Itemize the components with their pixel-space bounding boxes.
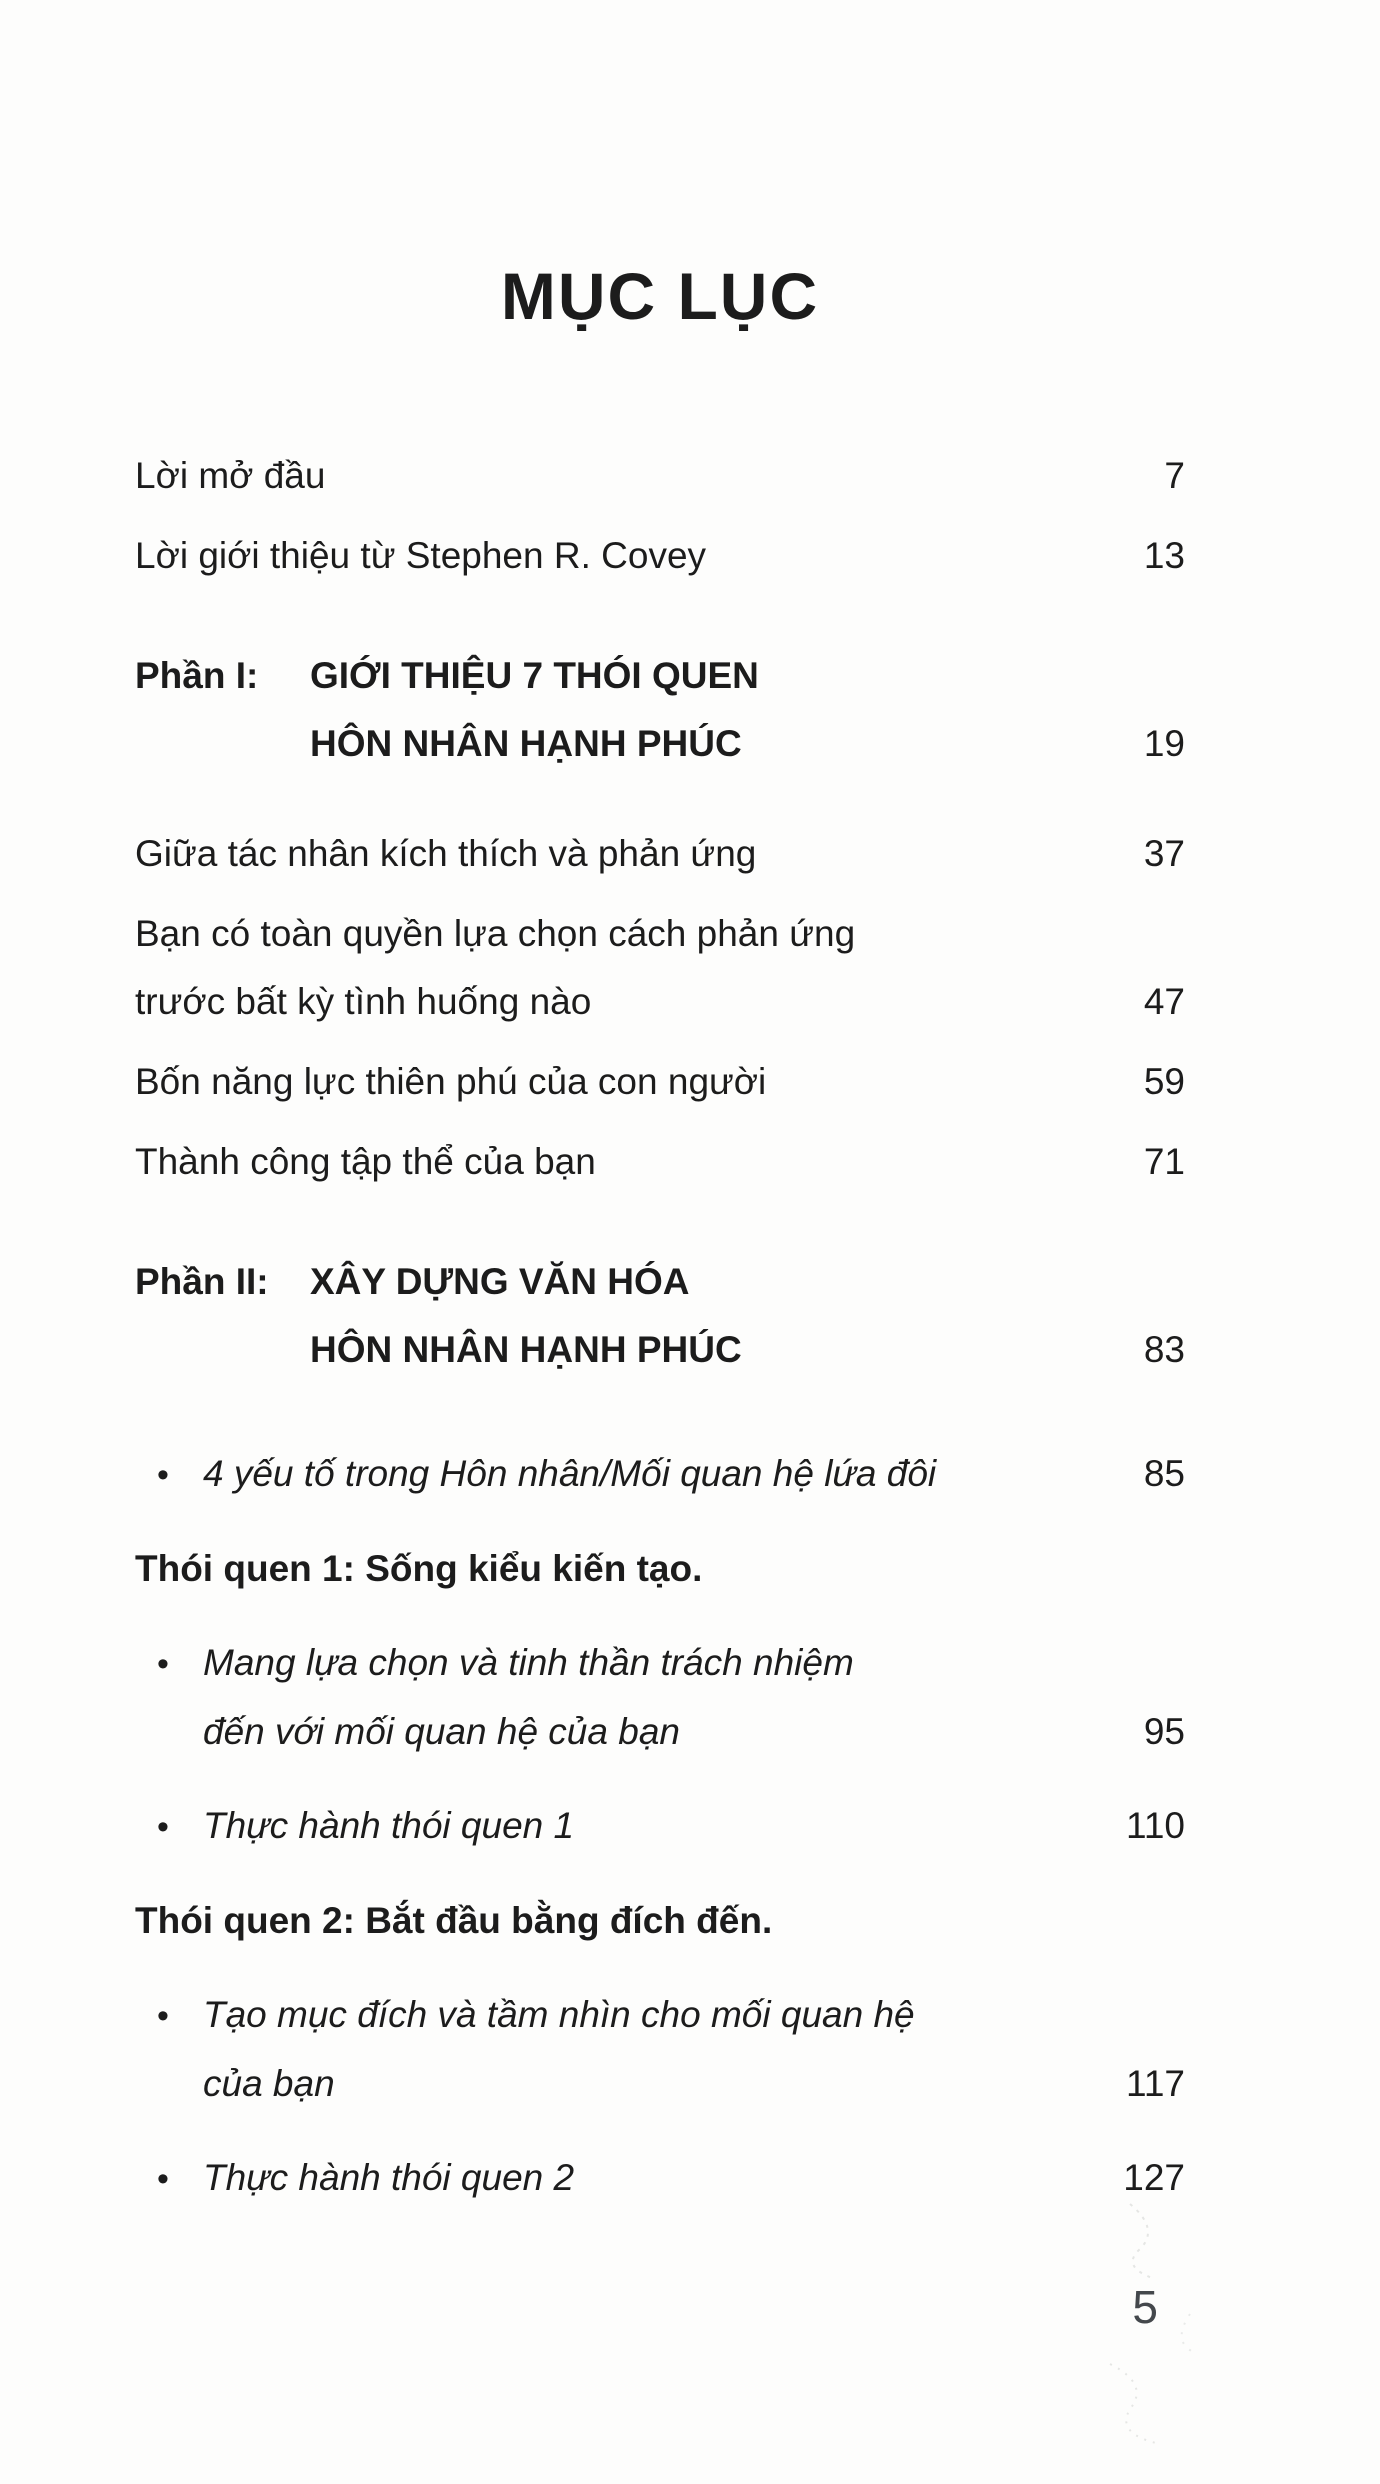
toc-entry-bullet — [135, 1981, 1185, 2118]
entry-text: Bạn có toàn quyền lựa chọn cách phản ứng — [135, 913, 856, 954]
toc-entry — [135, 1048, 1185, 1116]
entry-text: XÂY DỰNG VĂN HÓA — [310, 1261, 690, 1302]
entry-page-number: 47 — [1143, 981, 1185, 1022]
bullet-icon: • — [157, 1997, 169, 2035]
bullet-icon: • — [157, 2160, 169, 2198]
entry-text: Thành công tập thể của bạn — [135, 1141, 596, 1182]
entry-page-number: 127 — [1123, 2157, 1185, 2198]
toc-entry-bullet — [135, 2144, 1185, 2213]
part-label: Phần I: — [135, 655, 259, 696]
entry-text: Bốn năng lực thiên phú của con người — [135, 1061, 767, 1102]
entry-page-number: 13 — [1143, 535, 1185, 576]
entry-text: Thực hành thói quen 2 — [203, 2157, 575, 2198]
entry-text: Mang lựa chọn và tinh thần trách nhiệm — [203, 1642, 854, 1683]
toc-entry-bullet — [135, 1792, 1185, 1861]
smudge-decoration — [1070, 2194, 1270, 2454]
entry-page-number: 37 — [1143, 833, 1185, 874]
entry-text: 4 yếu tố trong Hôn nhân/Mối quan hệ lứa đôi — [203, 1453, 937, 1494]
entry-page-number: 71 — [1143, 1141, 1185, 1182]
entry-text: Thói quen 2: Bắt đầu bằng đích đến. — [135, 1900, 773, 1941]
entry-page-number: 59 — [1143, 1061, 1185, 1102]
entry-page-number: 95 — [1143, 1711, 1185, 1752]
part-label: Phần II: — [135, 1261, 269, 1302]
toc-entry-habit — [135, 1535, 1185, 1603]
entry-page-number: 85 — [1143, 1453, 1185, 1494]
page-number: 5 — [1132, 2281, 1158, 2333]
entry-text: trước bất kỳ tình huống nào — [135, 981, 592, 1022]
bullet-icon: • — [157, 1456, 169, 1494]
entry-text: Thói quen 1: Sống kiểu kiến tạo. — [135, 1548, 703, 1589]
entry-page-number: 7 — [1164, 455, 1185, 496]
entry-text: Giữa tác nhân kích thích và phản ứng — [135, 833, 757, 874]
entry-text: Thực hành thói quen 1 — [203, 1805, 575, 1846]
toc-entry — [135, 522, 1185, 590]
entry-text: của bạn — [203, 2063, 335, 2104]
entry-text: Tạo mục đích và tầm nhìn cho mối quan hệ — [203, 1994, 915, 2035]
entry-page-number: 19 — [1143, 723, 1185, 764]
toc-entry — [135, 442, 1185, 510]
entry-text: GIỚI THIỆU 7 THÓI QUEN — [310, 655, 759, 696]
toc-entry-bullet — [135, 1440, 1185, 1509]
entry-page-number: 117 — [1126, 2063, 1185, 2104]
toc-entry — [135, 1128, 1185, 1196]
entry-text: HÔN NHÂN HẠNH PHÚC — [310, 723, 742, 764]
entry-text: HÔN NHÂN HẠNH PHÚC — [310, 1329, 742, 1370]
toc-title: MỤC LỤC — [500, 259, 820, 333]
toc-list — [135, 430, 1185, 2213]
bullet-icon: • — [157, 1808, 169, 1846]
entry-page-number: 110 — [1126, 1805, 1185, 1846]
toc-entry — [135, 820, 1185, 888]
entry-text: đến với mối quan hệ của bạn — [203, 1711, 680, 1752]
toc-entry — [135, 900, 1185, 1036]
toc-entry-bullet — [135, 1629, 1185, 1766]
entry-text: Lời mở đầu — [135, 455, 326, 496]
toc-entry-part — [135, 642, 1185, 778]
entry-text: Lời giới thiệu từ Stephen R. Covey — [135, 535, 707, 576]
toc-entry-habit — [135, 1887, 1185, 1955]
toc-entry-part — [135, 1248, 1185, 1384]
entry-page-number: 83 — [1143, 1329, 1185, 1370]
bullet-icon: • — [157, 1645, 169, 1683]
